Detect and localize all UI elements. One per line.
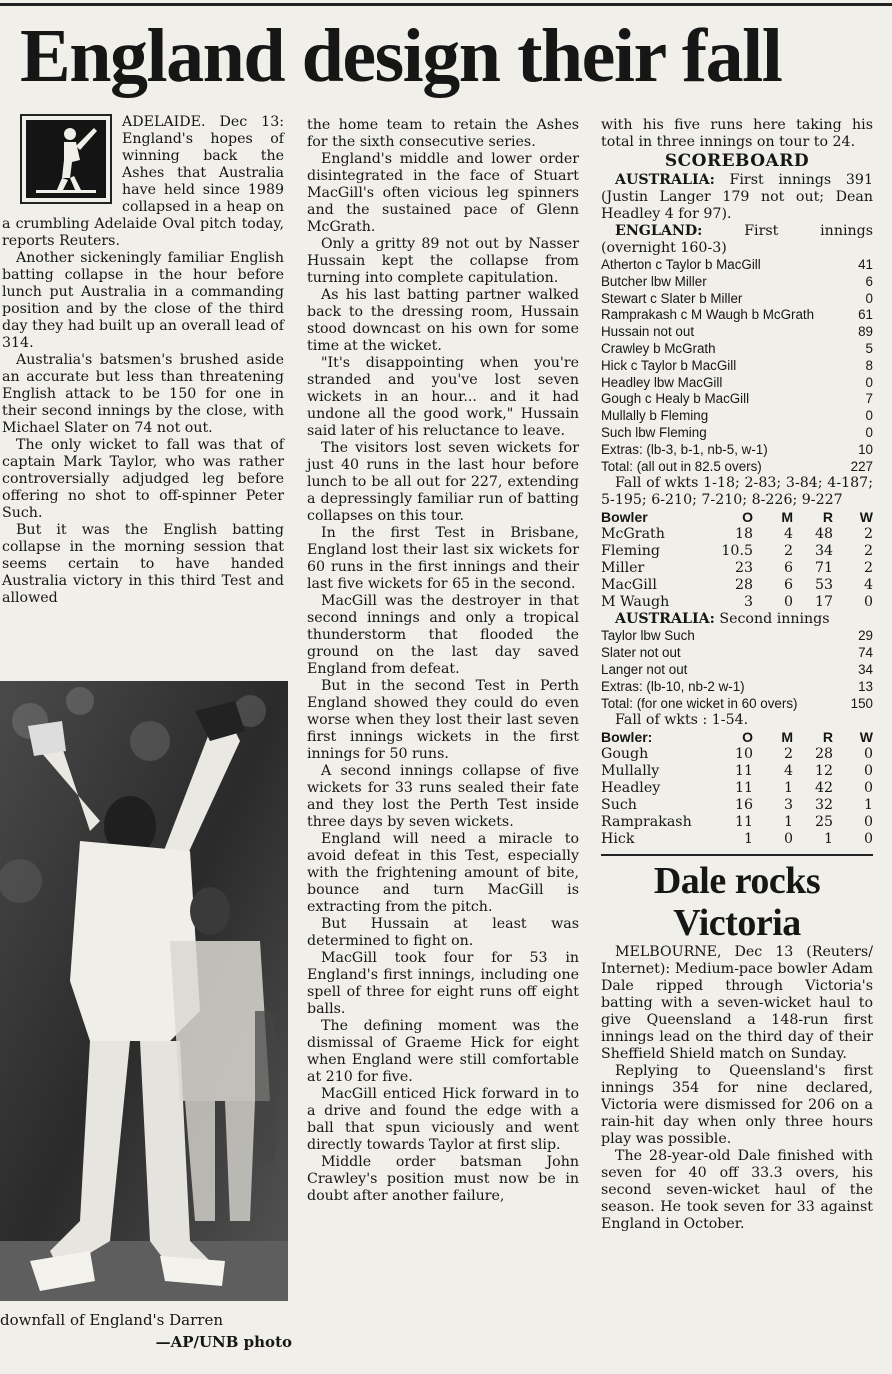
- bowling-cell: McGrath: [601, 526, 665, 543]
- top-rule: [0, 3, 892, 6]
- batsman-name: Mullally b Fleming: [601, 408, 709, 424]
- runs-value: 29: [858, 628, 873, 644]
- bowling-cell: 42: [814, 780, 833, 797]
- bowling-cell: Such: [601, 797, 637, 814]
- batsman-name: Crawley b McGrath: [601, 340, 716, 356]
- bowling-column-header: R: [822, 509, 833, 526]
- batting-row: [601, 307, 873, 324]
- batting-row: [601, 442, 873, 459]
- batsman-name: Slater not out: [601, 645, 681, 661]
- paragraph: In the first Test in Brisbane, England lost their last six wickets for 60 runs in the first innings and their last five wickets for 65 in the second.: [307, 525, 579, 592]
- bowling-cell: Hick: [601, 831, 635, 848]
- bowling-cell: Mullally: [601, 763, 660, 780]
- paragraph: England's middle and lower order disintegrated in the face of Stuart MacGill's often vicious leg spinners and the sustained pace of Glenn McGrath.: [307, 151, 579, 235]
- bowling-cell: 53: [814, 577, 833, 594]
- runs-value: 74: [858, 645, 873, 661]
- bowling-cell: MacGill: [601, 577, 657, 594]
- bowling-cell: 0: [863, 831, 873, 848]
- aus-second-innings: [601, 611, 873, 628]
- bowling-cell: 23: [734, 560, 753, 577]
- bowling-cell: 1: [743, 831, 753, 848]
- batting-row: [601, 645, 873, 662]
- innings-summary: First innings (overnight 160-3): [601, 223, 873, 256]
- bowling-row: [601, 577, 873, 594]
- paragraph: The 28-year-old Dale finished with seven for 40 off 33.3 overs, his second seven-wicket haul of the season. He took seven for 33 against England in October.: [601, 1148, 873, 1233]
- paragraph: The only wicket to fall was that of captain Mark Taylor, who was rather controversially adjudged leg before offering no shot to off-spinner Peter Such.: [2, 437, 284, 521]
- bowling-cell: Miller: [601, 560, 645, 577]
- bowling-cell: 28: [734, 577, 753, 594]
- batsman-name: Total: (for one wicket in 60 overs): [601, 695, 798, 711]
- runs-value: 7: [865, 391, 873, 407]
- bowling-cell: Fleming: [601, 543, 660, 560]
- batting-row: [601, 341, 873, 358]
- batting-row: [601, 408, 873, 425]
- paragraph: Middle order batsman John Crawley's position must now be in doubt after another failure,: [307, 1154, 579, 1204]
- eng-first-innings: [601, 223, 873, 257]
- paragraph: England will need a miracle to avoid defeat in this Test, especially with the frightening amount of bite, bounce and turn MacGill is extracting from the pitch.: [307, 831, 579, 915]
- bowling-cell: 4: [783, 526, 793, 543]
- bowling-cell: 6: [783, 577, 793, 594]
- batting-row: [601, 358, 873, 375]
- scoreboard-title: SCOREBOARD: [664, 151, 810, 171]
- innings-summary: Second innings: [719, 611, 830, 628]
- runs-value: 5: [865, 340, 873, 356]
- bowling-row: [601, 746, 873, 763]
- team-label: AUSTRALIA:: [615, 172, 715, 188]
- bowling-cell: 25: [814, 814, 833, 831]
- bowling-cell: 10.5: [721, 543, 753, 560]
- team-label: ENGLAND:: [615, 223, 703, 239]
- bowling-cell: 1: [783, 780, 793, 797]
- batting-row: [601, 425, 873, 442]
- batsman-name: Stewart c Slater b Miller: [601, 290, 743, 306]
- bowling-cell: 2: [863, 560, 873, 577]
- paragraph: A second innings collapse of five wickets for 33 runs sealed their fate and they lost the Perth Test inside three days by seven wickets.: [307, 763, 579, 830]
- bowling-column-header: O: [742, 509, 753, 526]
- batsman-name: Total: (all out in 82.5 overs): [601, 458, 762, 474]
- sub-headline: Dale rocks Victoria: [653, 860, 821, 945]
- batsman-icon: [26, 120, 106, 198]
- bowling-cell: 17: [814, 594, 833, 611]
- batsman-name: Hick c Taylor b MacGill: [601, 357, 737, 373]
- runs-value: 89: [858, 324, 873, 340]
- paragraph: the home team to retain the Ashes for the sixth consecutive series.: [307, 117, 579, 150]
- bowling-cell: 6: [783, 560, 793, 577]
- bowling-row: [601, 594, 873, 611]
- wicketkeeper-celebration-image: [0, 681, 288, 1301]
- batting-row: [601, 391, 873, 408]
- bowling-cell: 0: [863, 763, 873, 780]
- bowling-cell: 12: [814, 763, 833, 780]
- bowling-cell: 3: [783, 797, 793, 814]
- runs-value: 8: [865, 357, 873, 373]
- batting-row: [601, 696, 873, 713]
- bowling-column-header: W: [859, 729, 873, 746]
- runs-value: 41: [858, 257, 873, 272]
- headline: England design their fall: [20, 14, 782, 98]
- bowling-row: [601, 763, 873, 780]
- bowling-column-header: Bowler:: [601, 729, 653, 746]
- bowling-cell: 18: [734, 526, 753, 543]
- bowling-cell: Headley: [601, 780, 661, 797]
- bowling-cell: Ramprakash: [601, 814, 692, 831]
- bowling-cell: 4: [863, 577, 873, 594]
- bowling-cell: 0: [863, 814, 873, 831]
- runs-value: 227: [850, 458, 873, 474]
- bowling-cell: 0: [783, 594, 793, 611]
- batsman-name: Hussain not out: [601, 324, 695, 340]
- paragraph: MELBOURNE, Dec 13 (Reuters/ Internet): Medium-pace bowler Adam Dale ripped through Victoria's batting with a seven-wicket haul to give Queensland a 148-run first innings lead on the third day of their Sheffield Shield match on Sunday.: [601, 944, 873, 1063]
- paragraph: "It's disappointing when you're stranded and you've lost seven wickets in an hour... and it had undone all the good work," Hussain said later of his reluctance to leave.: [307, 355, 579, 439]
- bowling-cell: 11: [734, 763, 753, 780]
- column-2: [307, 117, 579, 1205]
- bowling-row: [601, 560, 873, 577]
- batting-row: [601, 628, 873, 645]
- bowling-cell: Gough: [601, 746, 649, 763]
- bowling-cell: 2: [783, 543, 793, 560]
- bowling-cell: 10: [734, 746, 753, 763]
- bowling-cell: 4: [783, 763, 793, 780]
- batsman-name: Langer not out: [601, 661, 688, 677]
- paragraph: Only a gritty 89 not out by Nasser Hussain kept the collapse from turning into complete capitulation.: [307, 236, 579, 286]
- bowling-cell: 1: [823, 831, 833, 848]
- batsman-name: Headley lbw MacGill: [601, 374, 723, 390]
- bowling-cell: 71: [814, 560, 833, 577]
- runs-value: 13: [858, 678, 873, 694]
- bowling-row: [601, 814, 873, 831]
- news-photo: [0, 681, 288, 1301]
- runs-value: 0: [865, 290, 873, 306]
- bowling-column-header: M: [781, 509, 793, 526]
- bowling-header: [601, 729, 873, 746]
- bowling-row: [601, 797, 873, 814]
- batsman-name: Ramprakash c M Waugh b McGrath: [601, 307, 815, 323]
- bowling-cell: 16: [734, 797, 753, 814]
- bowling-cell: 0: [783, 831, 793, 848]
- bowling-cell: 0: [863, 594, 873, 611]
- bowling-cell: 0: [863, 780, 873, 797]
- paragraph: Another sickeningly familiar English batting collapse in the hour before lunch put Australia in a commanding position and by the close of the third day they had built up an overall lead of 314.: [2, 250, 284, 351]
- batting-row: [601, 375, 873, 392]
- column-1: [2, 114, 284, 607]
- runs-value: 61: [858, 307, 873, 323]
- paragraph: But Hussain at least was determined to fight on.: [307, 916, 579, 949]
- runs-value: 0: [865, 408, 873, 424]
- eng-batting-table: [601, 257, 873, 475]
- batting-row: [601, 257, 873, 274]
- innings-summary: First innings 391 (Justin Langer 179 not out; Dean Headley 4 for 97).: [601, 172, 873, 222]
- batting-row: [601, 291, 873, 308]
- batsman-name: Butcher lbw Miller: [601, 273, 707, 289]
- bowling-row: [601, 831, 873, 848]
- aus-batting-table: [601, 628, 873, 712]
- runs-value: 0: [865, 374, 873, 390]
- batsman-name: Extras: (lb-10, nb-2 w-1): [601, 678, 745, 694]
- batsman-name: Gough c Healy b MacGill: [601, 391, 750, 407]
- bowling-column-header: W: [859, 509, 873, 526]
- bowling-cell: M Waugh: [601, 594, 670, 611]
- batting-row: [601, 274, 873, 291]
- bowling-cell: 2: [863, 526, 873, 543]
- fall-of-wickets: Fall of wkts 1-18; 2-83; 3-84; 4-187; 5-195; 6-210; 7-210; 8-226; 9-227: [601, 475, 873, 509]
- divider: [601, 854, 873, 856]
- bowling-cell: 0: [863, 746, 873, 763]
- paragraph: As his last batting partner walked back to the dressing room, Hussain stood downcast on his own for some time at the wicket.: [307, 287, 579, 354]
- paragraph: Australia's batsmen's brushed aside an accurate but less than threatening English attack to be 150 for one in their second innings by the close, with Michael Slater on 74 not out.: [2, 352, 284, 436]
- dateline-paragraph: ADELAIDE. Dec 13: England's hopes of winning back the Ashes that Australia have held since 1989 collapsed in a heap on a crumbling Adelaide Oval pitch today, reports Reuters.: [2, 114, 284, 249]
- paragraph: The defining moment was the dismissal of Graeme Hick for eight when England were still comfortable at 210 for five.: [307, 1018, 579, 1085]
- batsman-name: Atherton c Taylor b MacGill: [601, 257, 761, 272]
- photo-credit: —AP/UNB photo: [155, 1333, 292, 1351]
- bowling-row: [601, 543, 873, 560]
- bowling-cell: 34: [814, 543, 833, 560]
- bowling-cell: 32: [814, 797, 833, 814]
- paragraph: with his five runs here taking his total in three innings on tour to 24.: [601, 117, 873, 150]
- batting-row: [601, 679, 873, 696]
- photo-caption: [0, 1309, 292, 1353]
- bowling-column-header: M: [781, 729, 793, 746]
- bowling-cell: 2: [863, 543, 873, 560]
- runs-value: 34: [858, 661, 873, 677]
- caption-text: downfall of England's Darren: [0, 1311, 223, 1329]
- runs-value: 150: [850, 695, 873, 711]
- fall-of-wickets: Fall of wkts : 1-54.: [615, 712, 749, 729]
- paragraph: The visitors lost seven wickets for just 40 runs in the last hour before lunch to be all out for 227, extending a depressingly familiar run of batting collapses on this tour.: [307, 440, 579, 524]
- paragraph: MacGill enticed Hick forward in to a drive and found the edge with a ball that spun viciously and went directly towards Taylor at first slip.: [307, 1086, 579, 1153]
- batsman-name: Taylor lbw Such: [601, 628, 695, 644]
- batsman-name: Extras: (lb-3, b-1, nb-5, w-1): [601, 441, 768, 457]
- bowling-cell: 11: [734, 814, 753, 831]
- batting-row: [601, 459, 873, 476]
- bowling-cell: 28: [814, 746, 833, 763]
- bowling-row: [601, 526, 873, 543]
- bowling-cell: 11: [734, 780, 753, 797]
- paragraph: MacGill was the destroyer in that second innings and only a tropical thunderstorm that flooded the ground on the last day saved England from defeat.: [307, 593, 579, 677]
- bowling-cell: 3: [743, 594, 753, 611]
- eng-bowling-table: [601, 729, 873, 848]
- paragraph: MacGill took four for 53 in England's first innings, including one spell of three for eight runs off eight balls.: [307, 950, 579, 1017]
- runs-value: 0: [865, 424, 873, 440]
- paragraph: But in the second Test in Perth England showed they could do even worse when they lost their last seven first innings wickets in the first innings for 50 runs.: [307, 678, 579, 762]
- bowling-row: [601, 780, 873, 797]
- batting-row: [601, 324, 873, 341]
- bowling-column-header: Bowler: [601, 509, 648, 526]
- team-label: AUSTRALIA:: [615, 611, 715, 628]
- batsman-name: Such lbw Fleming: [601, 424, 707, 440]
- batting-row: [601, 662, 873, 679]
- paragraph: But it was the English batting collapse in the morning session that seems certain to have handed Australia victory in this third Test and allowed: [2, 522, 284, 606]
- bowling-column-header: O: [742, 729, 753, 746]
- bowling-cell: 1: [783, 814, 793, 831]
- column-3: [601, 117, 873, 1233]
- bowling-cell: 48: [814, 526, 833, 543]
- runs-value: 10: [858, 441, 873, 457]
- aus-first-innings: [601, 172, 873, 223]
- paragraph: Replying to Queensland's first innings 354 for nine declared, Victoria were dismissed for 206 on a rain-hit day when only three hours play was possible.: [601, 1063, 873, 1148]
- bowling-cell: 2: [783, 746, 793, 763]
- bowling-column-header: R: [822, 729, 833, 746]
- bowling-header: [601, 509, 873, 526]
- runs-value: 6: [865, 273, 873, 289]
- cricket-logo: [20, 114, 112, 204]
- bowling-cell: 1: [863, 797, 873, 814]
- aus-bowling-table: [601, 509, 873, 611]
